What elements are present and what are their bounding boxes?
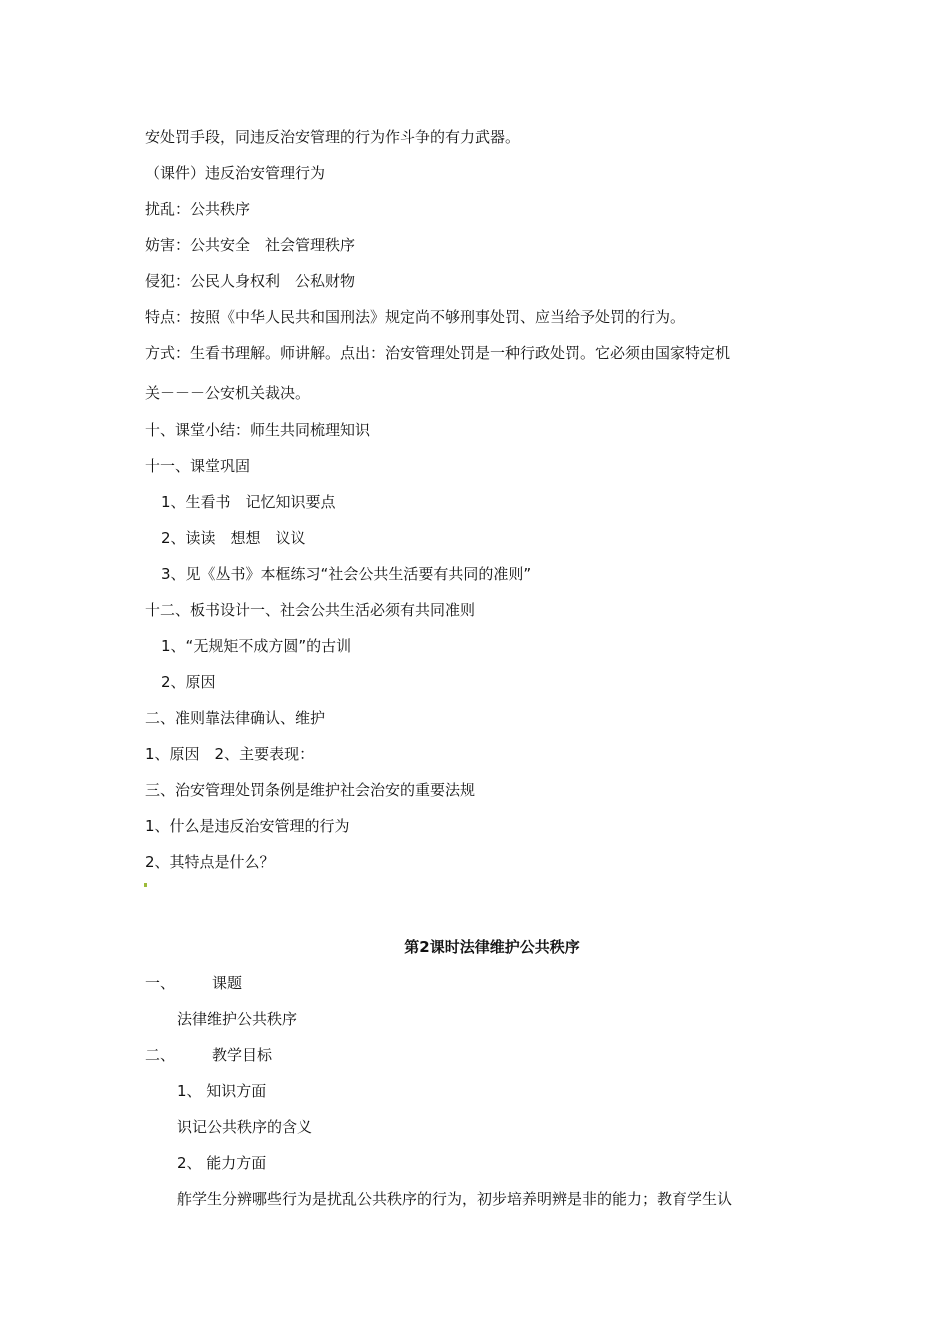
text-line: 十、课堂小结：师生共同梳理知识	[145, 421, 371, 439]
text-line: 十二、板书设计一、社会公共生活必须有共同准则	[145, 601, 476, 619]
list-item: 1、生看书 记忆知识要点	[161, 493, 336, 511]
text-line: 1、原因 2、主要表现：	[145, 745, 315, 763]
text-line: 特点：按照《中华人民共和国刑法》规定尚不够刑事处罚、应当给予处罚的行为。	[145, 308, 686, 326]
text-line: 舴学生分辨哪些行为是扰乱公共秩序的行为，初步培养明辨是非的能力；教育学生认	[177, 1190, 733, 1208]
heading-label: 教学目标	[212, 1046, 273, 1064]
text-line: 妨害：公共安全 社会管理秩序	[145, 236, 356, 254]
sub-heading: 1、 知识方面	[177, 1082, 267, 1100]
text-line: （课件）违反治安管理行为	[145, 164, 326, 182]
list-item: 3、见《丛书》本框练习“社会公共生活要有共同的准则”	[161, 565, 532, 583]
anchor-mark	[144, 883, 147, 887]
text-line: 十一、课堂巩固	[145, 457, 251, 475]
text-line: 三、治安管理处罚条例是维护社会治安的重要法规	[145, 781, 476, 799]
text-line: 识记公共秩序的含义	[177, 1118, 313, 1136]
text-line: 安处罚手段，同违反治安管理的行为作斗争的有力武器。	[145, 128, 521, 146]
text-line: 方式：生看书理解。师讲解。点出：治安管理处罚是一种行政处罚。它必须由国家特定机	[145, 344, 731, 362]
heading-label: 课题	[212, 974, 243, 992]
text-line: 侵犯：公民人身权利 公私财物	[145, 272, 356, 290]
text-line: 二、准则靠法律确认、维护	[145, 709, 326, 727]
list-item: 1、“无规矩不成方圆”的古训	[161, 637, 352, 655]
sub-heading: 2、 能力方面	[177, 1154, 267, 1172]
list-item: 2、读读 想想 议议	[161, 529, 306, 547]
list-number: 二、	[145, 1046, 176, 1064]
text-line: 关－－－公安机关裁决。	[145, 384, 311, 402]
list-item: 2、原因	[161, 673, 216, 691]
text-line: 扰乱：公共秩序	[145, 200, 251, 218]
text-line: 2、其特点是什么？	[145, 853, 275, 871]
section-title: 第2课时法律维护公共秩序	[404, 938, 580, 956]
text-line: 1、什么是违反治安管理的行为	[145, 817, 350, 835]
text-line: 法律维护公共秩序	[177, 1010, 298, 1028]
list-number: 一、	[145, 974, 176, 992]
